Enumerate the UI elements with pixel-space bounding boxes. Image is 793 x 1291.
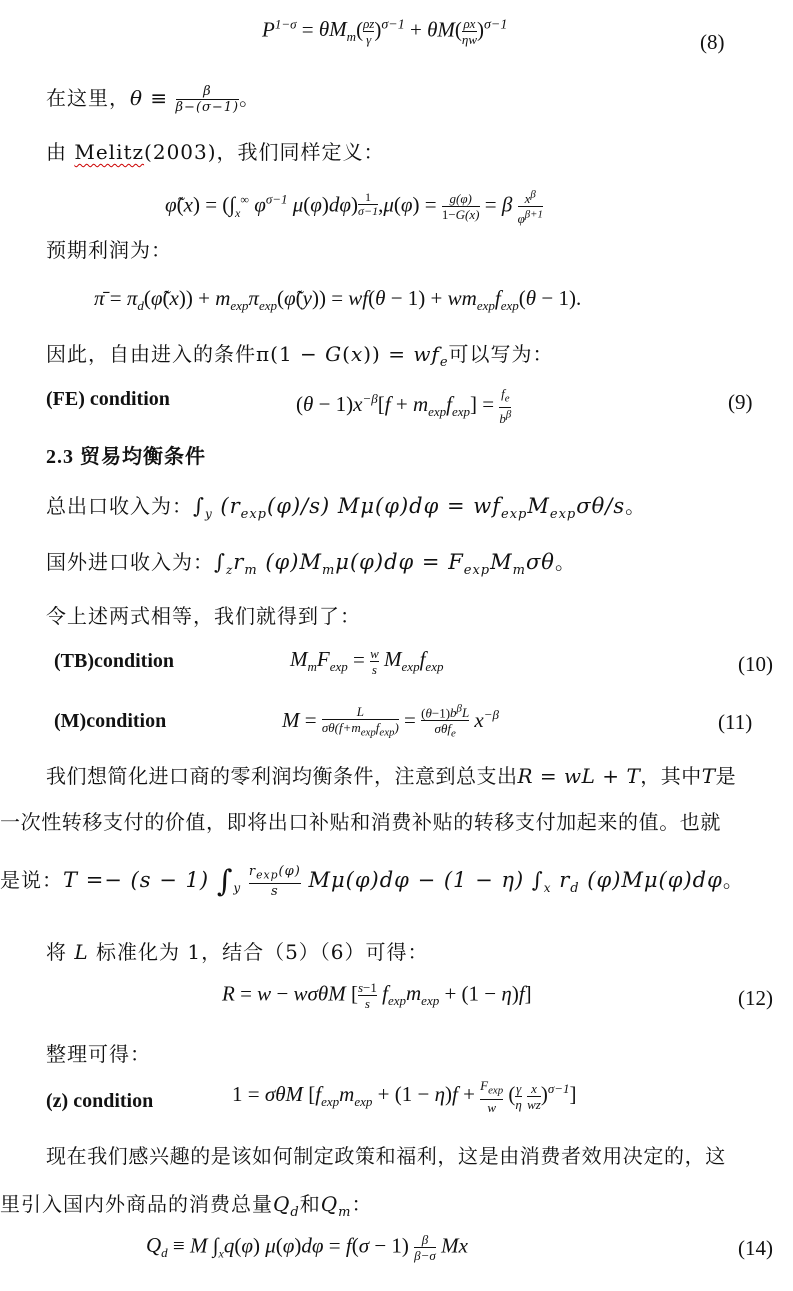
paragraph-2-line-2 xyxy=(0,1180,793,1224)
equation-14-content: $Q_d \equiv M$ $\int_xq(\varphi) \mu(\varphi)d\varphi = f(\sigma - 1) \frac{\beta}{\beta-\sigma}$ Mx xyxy=(146,1232,468,1263)
equation-14-number: (14) xyxy=(738,1236,773,1260)
tb-condition xyxy=(0,640,793,684)
expected-profit-text: 预期利润为： xyxy=(46,238,172,262)
m-condition-label: (M)condition xyxy=(54,710,167,732)
section-heading-text: 2.3 贸易均衡条件 xyxy=(46,446,206,468)
fe-condition xyxy=(0,380,793,424)
normalize-text: 将 L 标准化为 1，结合（5）（6）可得： xyxy=(46,940,429,964)
tb-condition-number: (10) xyxy=(738,652,773,676)
equation-14 xyxy=(0,1228,793,1272)
paragraph-1-line-2-text: 一次性转移支付的价值，即将出口补贴和消费补贴的转移支付加起来的值。也就 xyxy=(0,810,721,834)
arrange-text: 整理可得： xyxy=(46,1042,151,1066)
paragraph-2-line-1 xyxy=(0,1132,793,1176)
equate-line xyxy=(0,592,793,636)
theta-definition-text: 在这里，$\theta \equiv \frac{\beta}{\beta-(\sigma-1)}$ 。 xyxy=(46,84,261,115)
phi-tilde-content: φ̃(x) = ($\int_x^\infty$ $\varphi^{\sigma-1}$ μ(φ)dφ) $^{1 \sigma-1}$ $,\mu(\varphi) = \frac{g(\varphi)}{1-G(x)}$ = β $\frac{x^\beta}{\varphi^{\beta+1}}$ xyxy=(165,189,543,226)
paragraph-1-line-3-text: 是说：T =− (s − 1) $\int_y \frac{r_{exp}(\varphi)}{s}$ Mμ(φ)dφ − (1 − η) $\int_x$ $r_d$ (φ)Mμ(φ)dφ。 xyxy=(0,864,744,899)
normalize-line xyxy=(0,928,793,972)
melitz-line xyxy=(0,128,793,172)
z-condition xyxy=(0,1076,793,1126)
profit-equation xyxy=(0,278,793,322)
paragraph-2-line-1-text: 现在我们感兴趣的是该如何制定政策和福利，这是由消费者效用决定的，这 xyxy=(46,1144,726,1168)
free-entry-text: 因此，自由进入的条件$\pi(1 - G(x)) = wf_e$可以写为： xyxy=(46,342,554,370)
export-income-text: 总出口收入为：$\int_y$ $(r_{exp}(\varphi)/s) M\mu(\varphi)d\varphi = wf_{exp}M_{exp}\sigma\theta/s$。 xyxy=(46,494,647,523)
melitz-prefix: 由 xyxy=(46,140,75,164)
z-condition-label: (z) condition xyxy=(46,1090,154,1112)
m-condition-number: (11) xyxy=(718,710,753,734)
melitz-reference: Melitz xyxy=(74,140,145,164)
paragraph-1-line-2 xyxy=(0,798,793,842)
equate-text: 令上述两式相等，我们就得到了： xyxy=(46,604,361,628)
fe-condition-number: (9) xyxy=(728,390,753,414)
expected-profit-label xyxy=(0,226,793,270)
m-condition-equation: $M = \frac{L}{\sigma\theta(f+m_{exp}f_{exp})}$ = $(\theta-1)b^\beta L$ σθf$_e$ $x^{-\beta}$ xyxy=(282,703,499,740)
equation-8-number: (8) xyxy=(700,30,725,54)
melitz-suffix: (2003)，我们同样定义： xyxy=(144,140,385,164)
equation-8-content: $P^{1-\sigma} = \theta M_m(\frac{\rho z}{\gamma}$ )$^{\sigma-1} + \theta M(\frac{\rho x}{\eta w}$ )$^{\sigma-1}$ xyxy=(262,16,508,47)
section-heading xyxy=(0,432,793,476)
export-income-line xyxy=(0,482,793,526)
fe-condition-equation: $(\theta - 1)x^{-\beta}[f + m_{exp}f_{exp}] = \frac{f_e}{b^\beta}$ xyxy=(296,386,512,426)
equation-12 xyxy=(0,976,793,1020)
melitz-text xyxy=(46,136,385,165)
equation-12-content: R = w − wσθM [s−1 s $f_{exp}m_{exp} + (1 - \eta)f$] xyxy=(222,980,532,1011)
import-income-text: 国外进口收入为：$\int_zr_m$ $(\varphi)M_m\mu(\varphi)d\varphi = F_{exp}M_m\sigma\theta$。 xyxy=(46,550,576,579)
paragraph-2-line-2-text: 里引入国内外商品的消费总量$Q_d$和$Q_m$： xyxy=(0,1192,373,1220)
tb-condition-label: (TB)condition xyxy=(54,650,175,672)
theta-definition xyxy=(0,72,793,116)
paragraph-1-line-3 xyxy=(0,852,793,912)
import-income-line xyxy=(0,540,793,584)
m-condition xyxy=(0,698,793,742)
arrange-line xyxy=(0,1030,793,1074)
profit-equation-content: π̄ = $\pi_d(\varphĩ(x))$ + $m_{exp}\pi_{exp}(\varphĩ(y)) = wf(\theta - 1) + wm_{exp}f_{exp}(\theta - 1)$. xyxy=(94,286,582,314)
equation-12-number: (12) xyxy=(738,986,773,1010)
paragraph-1-line-1-text: 我们想简化进口商的零利润均衡条件，注意到总支出R = wL + T，其中T是 xyxy=(46,764,737,788)
equation-8 xyxy=(0,8,793,52)
paragraph-1-line-1 xyxy=(0,752,793,796)
phi-tilde-equation xyxy=(0,182,793,226)
z-condition-equation: 1 = σθM [$f_{exp}m_{exp} + (1 - \eta)f + \frac{F_{exp}}{w}$ ($\frac{\gamma}{\eta}$ $\frac{x}{wz}$ )$^{\sigma-1}$] xyxy=(232,1078,577,1115)
free-entry-line xyxy=(0,330,793,374)
tb-condition-equation: $M_mF_{exp} = \frac{w}{s}$ $M_{exp}f_{exp}$ xyxy=(290,646,444,677)
fe-condition-label: (FE) condition xyxy=(46,388,170,410)
